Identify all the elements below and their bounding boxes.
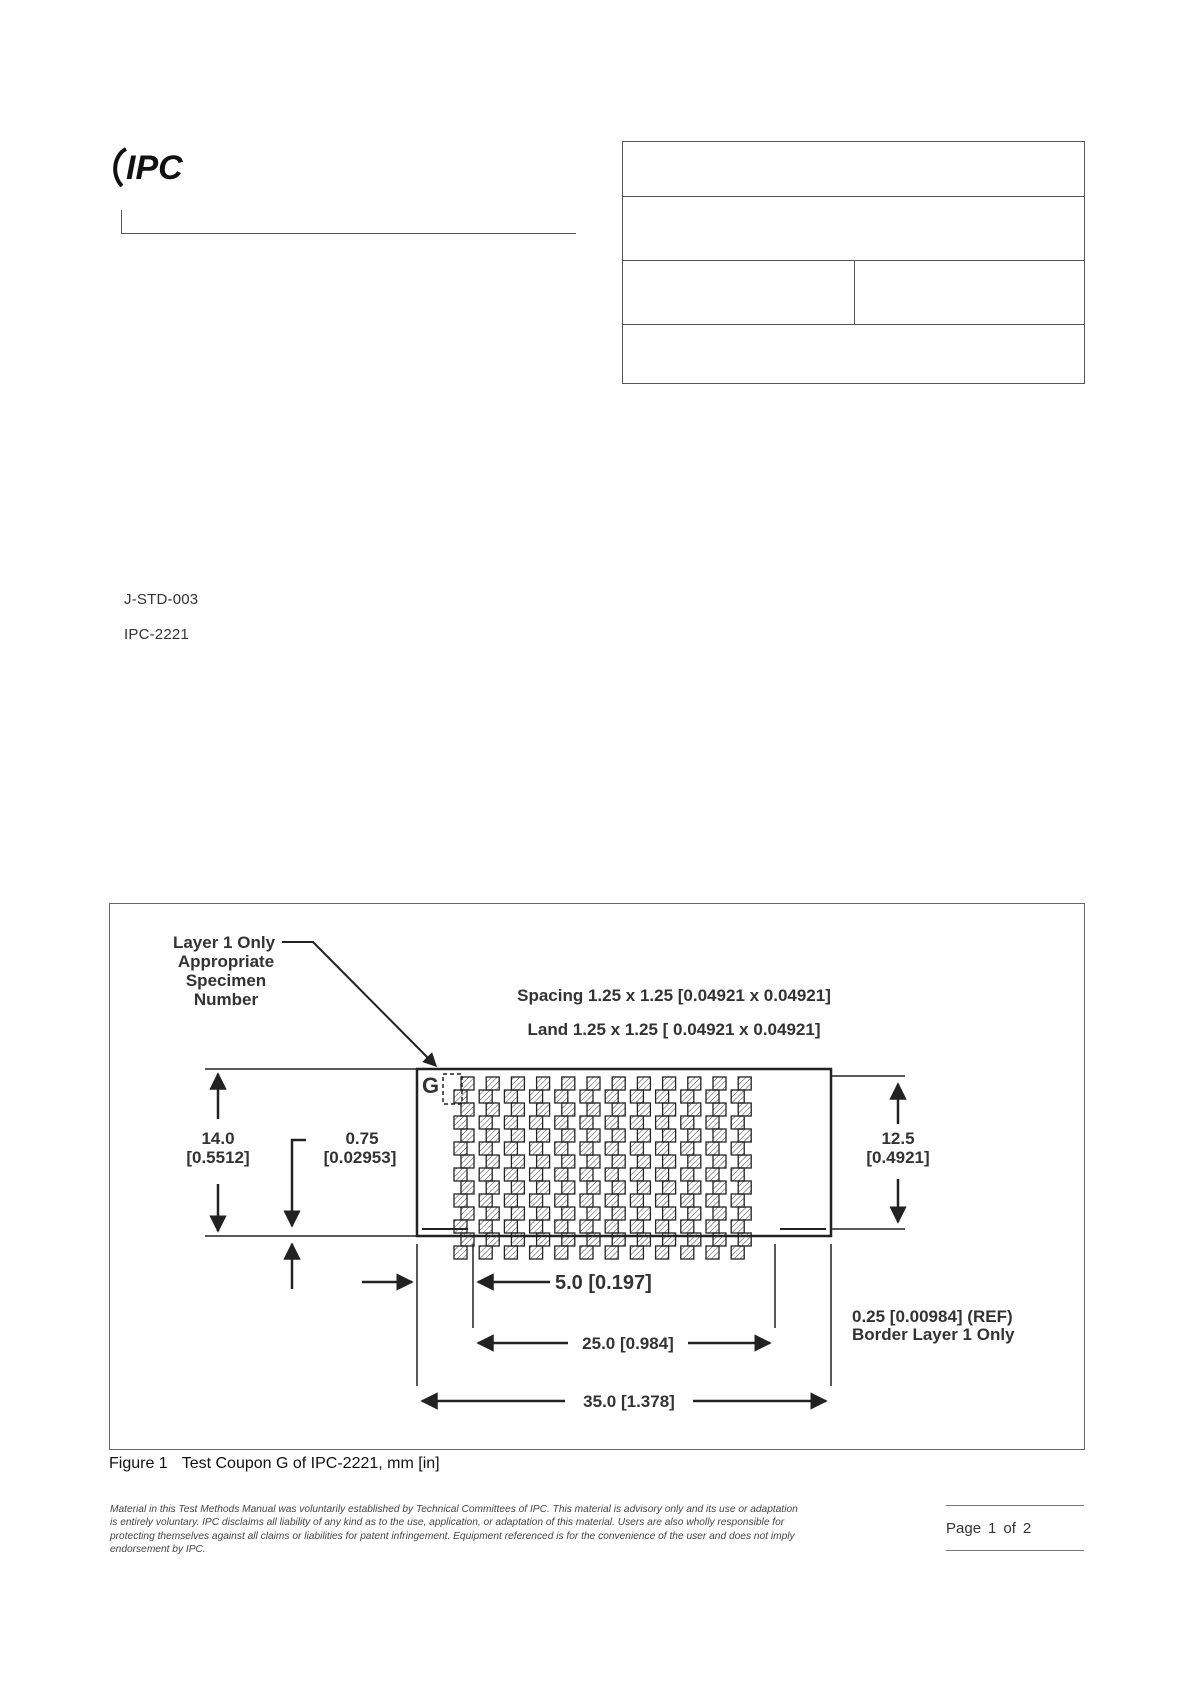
land-pad	[738, 1129, 751, 1142]
land-pad	[688, 1129, 701, 1142]
land-pad	[681, 1142, 694, 1155]
land-pad	[511, 1207, 524, 1220]
land-pad	[681, 1116, 694, 1129]
land-pad	[731, 1220, 744, 1233]
land-pad	[511, 1077, 524, 1090]
land-pad	[713, 1155, 726, 1168]
land-pad	[605, 1116, 618, 1129]
land-pad	[454, 1168, 467, 1181]
land-pad	[587, 1233, 600, 1246]
info-row-4	[623, 325, 1084, 383]
disclaimer-text: Material in this Test Methods Manual was voluntarily established by Technical Committees of IPC. This material is advisory only and its use or adaptation is entirely voluntary. IPC disclaims all liability of any kind as to the use, application, or adaptation of this material. Users are also wholly responsible for protecting themselves against all claims or liabilities for patent infringement. Equipment referenced is for the convenience of the user and does not imply endorsement by IPC.	[110, 1504, 798, 1556]
land-pad	[688, 1155, 701, 1168]
land-pad	[612, 1103, 625, 1116]
svg-text:IPC: IPC	[126, 149, 183, 187]
dim-edge: 5.0 [0.197]	[555, 1272, 652, 1294]
land-pad	[530, 1194, 543, 1207]
land-pad	[562, 1207, 575, 1220]
land-pad	[555, 1194, 568, 1207]
land-pad	[454, 1090, 467, 1103]
figure-frame	[109, 903, 1085, 1450]
land-pad	[530, 1090, 543, 1103]
land-pad	[562, 1103, 575, 1116]
land-pad	[605, 1246, 618, 1259]
land-pad	[486, 1155, 499, 1168]
land-pad	[537, 1155, 550, 1168]
figure-caption-label: Figure 1	[109, 1455, 168, 1472]
land-pad	[511, 1103, 524, 1116]
dim-offset-mm: 0.75	[345, 1129, 379, 1148]
land-pad	[637, 1103, 650, 1116]
land-pad	[454, 1246, 467, 1259]
land-pad	[580, 1116, 593, 1129]
land-pad	[605, 1220, 618, 1233]
land-pad	[580, 1168, 593, 1181]
land-pad	[504, 1246, 517, 1259]
land-pad	[681, 1168, 694, 1181]
land-pad	[580, 1090, 593, 1103]
land-pad	[663, 1129, 676, 1142]
page-current: 1	[988, 1519, 997, 1537]
dim-offset-in: [0.02953]	[323, 1148, 397, 1167]
land-pad	[738, 1077, 751, 1090]
land-pad	[706, 1194, 719, 1207]
land-pad	[713, 1103, 726, 1116]
land-pad	[656, 1090, 669, 1103]
land-pad	[612, 1155, 625, 1168]
land-pad	[663, 1077, 676, 1090]
land-pad	[681, 1220, 694, 1233]
land-pad	[530, 1246, 543, 1259]
spacing-note: Spacing 1.25 x 1.25 [0.04921 x 0.04921]	[517, 986, 831, 1005]
land-pad	[612, 1233, 625, 1246]
land-pad	[713, 1129, 726, 1142]
dim-height-mm: 14.0	[201, 1129, 235, 1148]
land-pad	[562, 1155, 575, 1168]
land-pad	[461, 1155, 474, 1168]
page-word: Page	[946, 1519, 982, 1537]
coupon-letter: G	[422, 1073, 440, 1098]
land-pad	[706, 1142, 719, 1155]
land-pad	[504, 1116, 517, 1129]
land-pad	[562, 1129, 575, 1142]
land-pad	[479, 1116, 492, 1129]
document-info-box	[622, 141, 1085, 384]
land-pad	[612, 1207, 625, 1220]
land-pad	[688, 1207, 701, 1220]
border-note-2: Border Layer 1 Only	[852, 1325, 1015, 1344]
land-pad	[555, 1116, 568, 1129]
land-pad	[479, 1168, 492, 1181]
land-pad	[713, 1181, 726, 1194]
border-note-1: 0.25 [0.00984] (REF)	[852, 1307, 1013, 1326]
land-pad	[530, 1116, 543, 1129]
land-pad	[630, 1090, 643, 1103]
page-of: of	[1003, 1519, 1016, 1537]
land-pad	[663, 1181, 676, 1194]
land-pad	[537, 1103, 550, 1116]
header-rule	[121, 233, 576, 234]
land-pad	[731, 1116, 744, 1129]
land-pad	[486, 1207, 499, 1220]
land-pad	[511, 1233, 524, 1246]
land-pad	[612, 1181, 625, 1194]
page-number	[946, 1505, 1084, 1551]
svg-text:Specimen: Specimen	[185, 971, 267, 990]
land-pad	[562, 1181, 575, 1194]
land-pad	[562, 1233, 575, 1246]
land-pad	[537, 1129, 550, 1142]
land-pad	[731, 1194, 744, 1207]
land-pad	[537, 1181, 550, 1194]
land-pad	[580, 1220, 593, 1233]
land-pad	[713, 1207, 726, 1220]
land-pad	[461, 1207, 474, 1220]
land-pad	[706, 1090, 719, 1103]
land-pad	[461, 1233, 474, 1246]
page-total: 2	[1022, 1519, 1032, 1537]
land-pad	[461, 1103, 474, 1116]
land-pad	[486, 1077, 499, 1090]
land-pad	[587, 1207, 600, 1220]
land-pad	[530, 1220, 543, 1233]
land-pad	[580, 1194, 593, 1207]
figure-caption-text: Test Coupon G of IPC-2221, mm [in]	[181, 1455, 440, 1472]
land-pad	[605, 1142, 618, 1155]
land-pad	[479, 1194, 492, 1207]
land-pad	[656, 1116, 669, 1129]
layer-note	[173, 933, 436, 1066]
dim-inner-height-mm: 12.5	[881, 1129, 915, 1148]
land-pad	[706, 1168, 719, 1181]
land-pad	[738, 1207, 751, 1220]
svg-text:Layer 1 Only: Layer 1 Only	[172, 933, 276, 952]
reference-document-2: IPC-2221	[124, 626, 189, 643]
land-pad	[612, 1077, 625, 1090]
land-pad	[663, 1103, 676, 1116]
info-row-2	[623, 197, 1084, 261]
land-pad	[681, 1246, 694, 1259]
land-pad	[580, 1142, 593, 1155]
land-pad	[731, 1168, 744, 1181]
land-pad	[504, 1194, 517, 1207]
land-pad	[504, 1220, 517, 1233]
land-pad	[637, 1233, 650, 1246]
land-pad	[731, 1090, 744, 1103]
land-pad	[537, 1233, 550, 1246]
land-pad	[479, 1220, 492, 1233]
land-pad	[530, 1168, 543, 1181]
land-pad	[605, 1194, 618, 1207]
land-pad	[479, 1246, 492, 1259]
land-pad	[731, 1246, 744, 1259]
land-pad	[706, 1246, 719, 1259]
land-pad	[612, 1129, 625, 1142]
land-pad	[637, 1129, 650, 1142]
ipc-logo	[112, 143, 212, 193]
land-pad	[630, 1116, 643, 1129]
land-pad	[461, 1077, 474, 1090]
land-pad	[511, 1181, 524, 1194]
land-pad	[605, 1090, 618, 1103]
dim-inner-height-in: [0.4921]	[866, 1148, 930, 1167]
land-pad	[738, 1155, 751, 1168]
land-pad	[738, 1103, 751, 1116]
land-pad	[486, 1233, 499, 1246]
coupon-drawing	[110, 904, 1086, 1451]
land-pad	[504, 1090, 517, 1103]
land-pad	[731, 1142, 744, 1155]
land-pad	[555, 1142, 568, 1155]
land-pad	[454, 1142, 467, 1155]
land-pad	[656, 1142, 669, 1155]
land-pad	[454, 1194, 467, 1207]
land-pad	[461, 1181, 474, 1194]
dim-height-in: [0.5512]	[186, 1148, 250, 1167]
land-pad	[637, 1207, 650, 1220]
land-pad	[630, 1194, 643, 1207]
land-pad	[454, 1220, 467, 1233]
land-pad	[605, 1168, 618, 1181]
land-pad	[486, 1181, 499, 1194]
land-pad	[555, 1220, 568, 1233]
land-pad	[713, 1077, 726, 1090]
land-pad	[630, 1168, 643, 1181]
dim-pattern: 25.0 [0.984]	[582, 1334, 674, 1353]
land-pad	[537, 1207, 550, 1220]
land-pad	[479, 1090, 492, 1103]
land-pad	[656, 1246, 669, 1259]
dim-total: 35.0 [1.378]	[583, 1392, 675, 1411]
land-pad	[663, 1207, 676, 1220]
land-pad	[587, 1129, 600, 1142]
info-row-1	[623, 142, 1084, 197]
land-pad	[537, 1077, 550, 1090]
land-pad	[461, 1129, 474, 1142]
land-pad	[656, 1194, 669, 1207]
land-pad	[738, 1181, 751, 1194]
land-pad	[637, 1155, 650, 1168]
land-pad	[688, 1077, 701, 1090]
land-pad	[504, 1168, 517, 1181]
land-pad	[681, 1194, 694, 1207]
land-pad	[630, 1142, 643, 1155]
land-pad	[656, 1168, 669, 1181]
svg-text:Appropriate: Appropriate	[177, 952, 275, 971]
land-pad	[479, 1142, 492, 1155]
land-pad	[706, 1116, 719, 1129]
info-row-3	[623, 261, 1084, 325]
figure-caption	[109, 1455, 440, 1473]
land-pad	[587, 1077, 600, 1090]
land-pad	[688, 1181, 701, 1194]
land-pad	[454, 1116, 467, 1129]
land-pad	[504, 1142, 517, 1155]
land-pad	[587, 1181, 600, 1194]
land-pad	[637, 1181, 650, 1194]
land-pad	[663, 1155, 676, 1168]
land-pad	[555, 1168, 568, 1181]
land-pad	[580, 1246, 593, 1259]
land-pad	[587, 1103, 600, 1116]
land-pad	[681, 1090, 694, 1103]
land-grid	[454, 1077, 751, 1259]
land-pad	[630, 1246, 643, 1259]
land-pad	[688, 1233, 701, 1246]
land-pad	[486, 1129, 499, 1142]
land-pad	[637, 1077, 650, 1090]
land-pad	[555, 1246, 568, 1259]
svg-text:Number: Number	[193, 990, 259, 1009]
reference-document-1: J-STD-003	[124, 591, 199, 608]
land-pad	[688, 1103, 701, 1116]
land-pad	[530, 1142, 543, 1155]
land-pad	[555, 1090, 568, 1103]
land-pad	[587, 1155, 600, 1168]
land-pad	[663, 1233, 676, 1246]
land-pad	[738, 1233, 751, 1246]
header-rule-tick	[121, 210, 122, 233]
land-pad	[511, 1129, 524, 1142]
land-pad	[486, 1103, 499, 1116]
land-pad	[706, 1220, 719, 1233]
land-pad	[656, 1220, 669, 1233]
land-pad	[630, 1220, 643, 1233]
land-pad	[511, 1155, 524, 1168]
land-pad	[562, 1077, 575, 1090]
land-pad	[713, 1233, 726, 1246]
land-note: Land 1.25 x 1.25 [ 0.04921 x 0.04921]	[527, 1020, 821, 1039]
